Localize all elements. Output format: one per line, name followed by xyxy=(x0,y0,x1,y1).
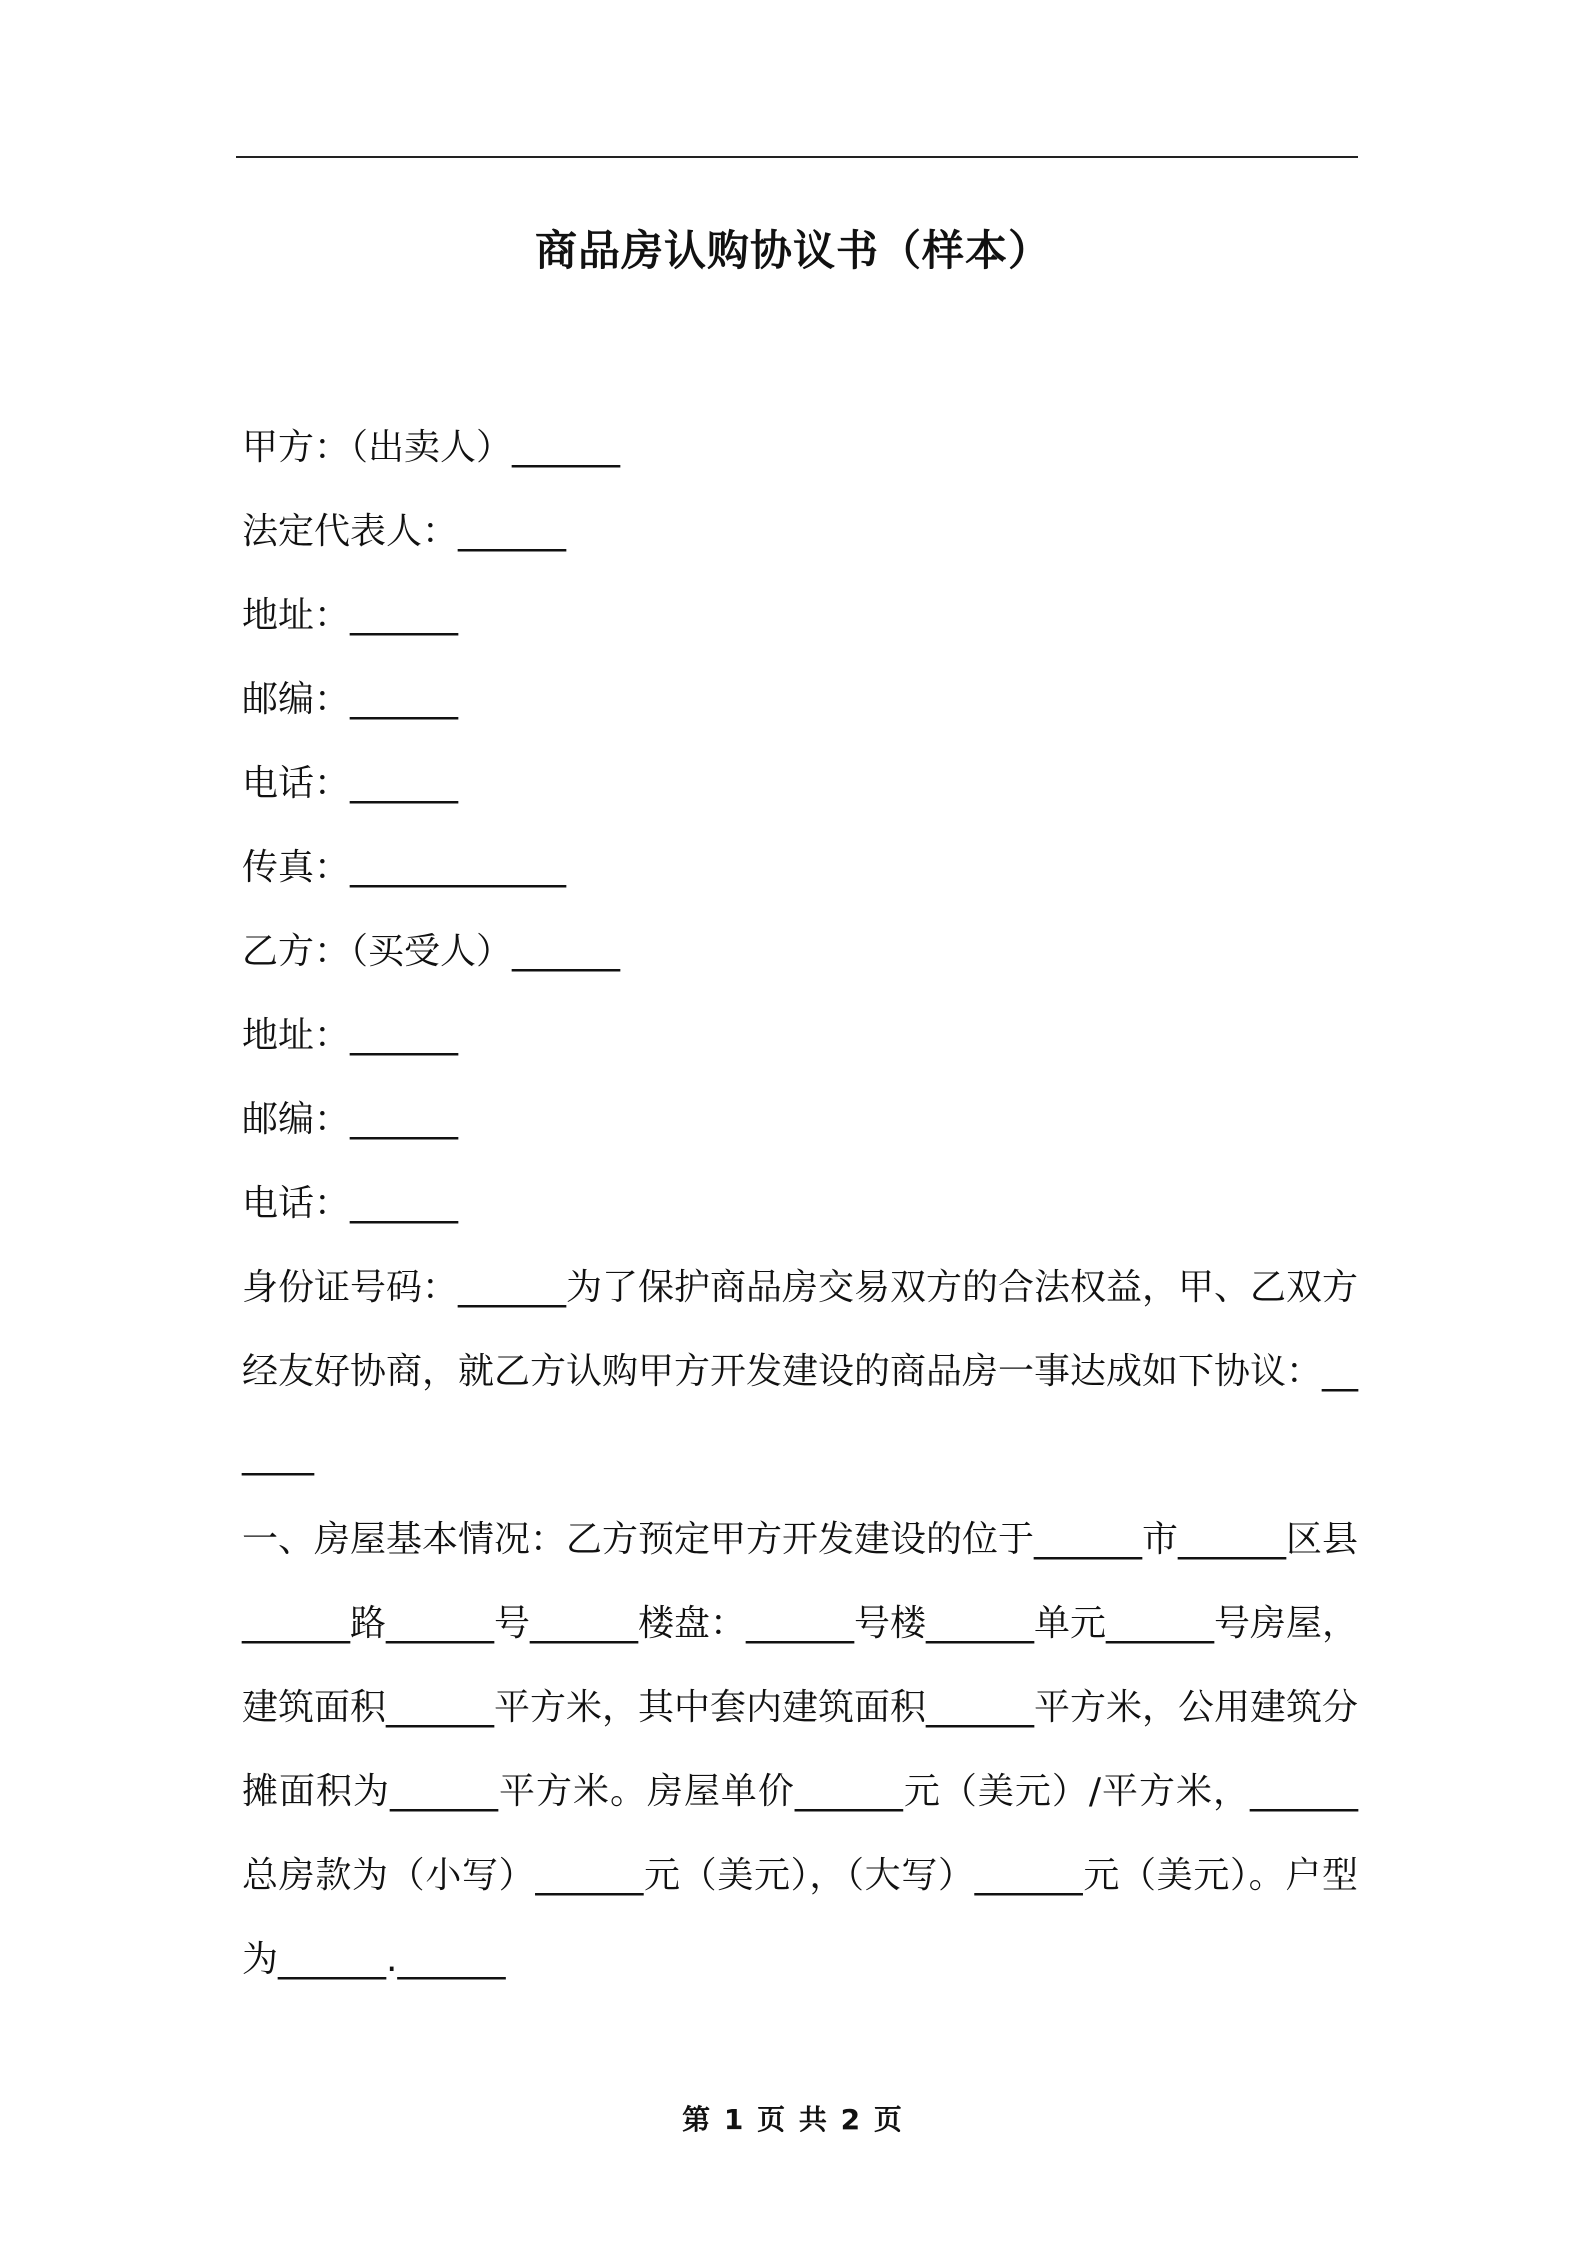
party-a-address-field: 地址：______ xyxy=(242,595,459,636)
party-a-fax-field: 传真：____________ xyxy=(242,847,567,888)
page-indicator: 第 1 页 共 2 页 xyxy=(682,2103,904,2136)
header-rule xyxy=(236,156,1358,158)
party-b-postcode-field: 邮编：______ xyxy=(242,1099,459,1140)
property-details-paragraph: 一、房屋基本情况：乙方预定甲方开发建设的位于______市______区县______路______号______楼盘：______号楼______单元______号房屋，建筑面积______平方米，其中套内建筑面积______平方米，公用建筑分摊面积为______平方米。房屋单价______元（美元）/平方米，______总房款为（小写）______元（美元），（大写）______元（美元）。户型为______.______ xyxy=(242,1519,1359,1980)
party-a-phone-field: 电话：______ xyxy=(242,763,459,804)
party-a-field: 甲方：（出卖人）______ xyxy=(242,427,621,468)
document-body xyxy=(242,406,1358,2002)
legal-representative-field: 法定代表人：______ xyxy=(242,511,567,552)
id-number-and-purpose-paragraph: 身份证号码：______为了保护商品房交易双方的合法权益，甲、乙双方经友好协商，就乙方认购甲方开发建设的商品房一事达成如下协议：______ xyxy=(242,1267,1359,1476)
party-b-field: 乙方：（买受人）______ xyxy=(242,931,621,972)
party-b-address-field: 地址：______ xyxy=(242,1015,459,1056)
party-b-phone-field: 电话：______ xyxy=(242,1183,459,1224)
document-title: 商品房认购协议书（样本） xyxy=(534,226,1051,275)
party-a-postcode-field: 邮编：______ xyxy=(242,679,459,720)
